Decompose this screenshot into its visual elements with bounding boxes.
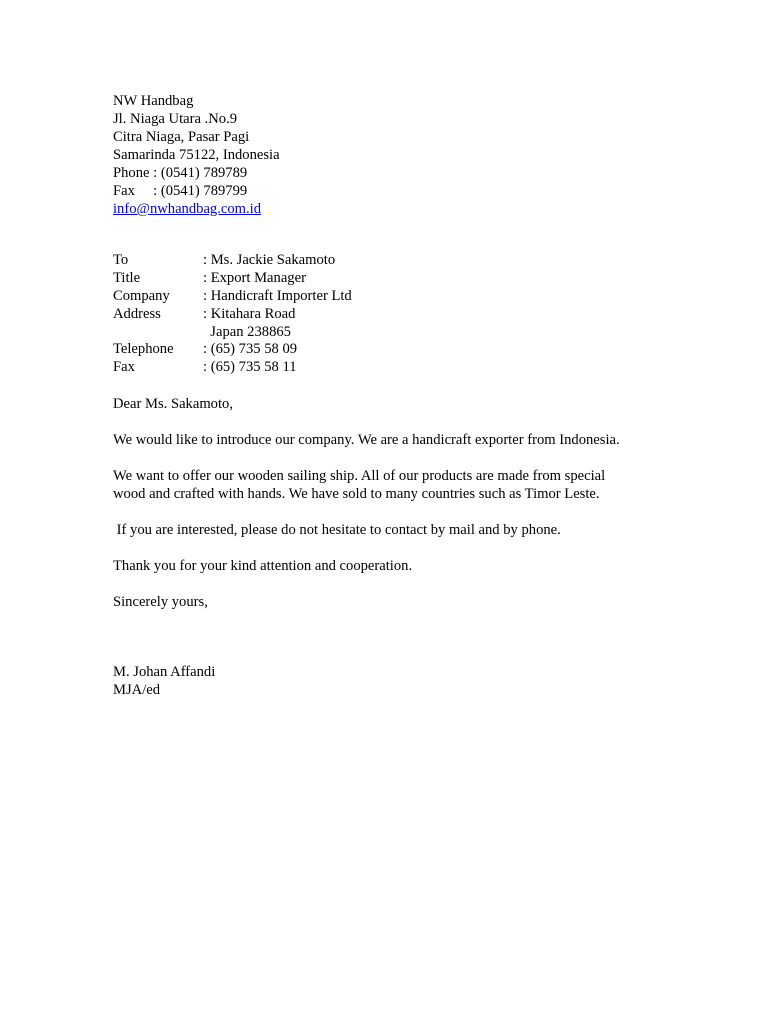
letter-body xyxy=(113,395,713,699)
recipient-value: Japan 238865 xyxy=(203,323,291,340)
recipient-value: : Kitahara Road xyxy=(203,305,296,322)
recipient-label: To xyxy=(113,252,129,268)
body-paragraph-1: We would like to introduce our company. We are a handicraft exporter from Indonesia. xyxy=(113,432,620,449)
recipient-row-fax xyxy=(113,359,713,377)
recipient-label: Company xyxy=(113,287,170,304)
recipient-label xyxy=(113,324,203,342)
recipient-row-title xyxy=(113,270,713,288)
body-paragraph-2 xyxy=(113,467,713,503)
recipient-row-address-2 xyxy=(113,324,713,342)
recipient-block xyxy=(113,252,713,377)
sender-company: NW Handbag xyxy=(113,93,194,109)
recipient-label: Fax xyxy=(113,359,135,376)
recipient-label: Title xyxy=(113,269,141,286)
letter-document xyxy=(113,92,713,699)
sender-phone: Phone : (0541) 789789 xyxy=(113,165,248,181)
sender-block xyxy=(113,92,713,218)
salutation: Dear Ms. Sakamoto, xyxy=(113,396,233,413)
body-paragraph-2-line-1: We want to offer our wooden sailing ship. All of our products are made from special xyxy=(113,468,606,485)
signer-name: M. Johan Affandi xyxy=(113,664,216,681)
reference-initials: MJA/ed xyxy=(113,682,161,699)
recipient-value: : Ms. Jackie Sakamoto xyxy=(203,252,336,268)
recipient-value: : Handicraft Importer Ltd xyxy=(203,287,352,304)
sender-address-line-2: Citra Niaga, Pasar Pagi xyxy=(113,129,250,145)
recipient-row-company xyxy=(113,288,713,306)
recipient-value: : (65) 735 58 09 xyxy=(203,341,298,358)
recipient-value: : (65) 735 58 11 xyxy=(203,359,297,376)
body-paragraph-3: If you are interested, please do not hesitate to contact by mail and by phone. xyxy=(113,522,561,539)
recipient-value: : Export Manager xyxy=(203,269,306,286)
sender-fax: Fax : (0541) 789799 xyxy=(113,183,248,199)
body-paragraph-4: Thank you for your kind attention and cooperation. xyxy=(113,558,413,575)
recipient-row-address xyxy=(113,306,713,324)
recipient-label: Telephone xyxy=(113,341,174,358)
recipient-row-telephone xyxy=(113,341,713,359)
body-paragraph-2-line-2: wood and crafted with hands. We have sold to many countries such as Timor Leste. xyxy=(113,486,600,503)
recipient-label: Address xyxy=(113,305,161,322)
recipient-row-to xyxy=(113,252,713,270)
sender-address-line-1: Jl. Niaga Utara .No.9 xyxy=(113,111,238,127)
sender-address-line-3: Samarinda 75122, Indonesia xyxy=(113,147,280,163)
sender-email-link[interactable]: info@nwhandbag.com.id xyxy=(113,201,261,217)
closing: Sincerely yours, xyxy=(113,594,208,611)
